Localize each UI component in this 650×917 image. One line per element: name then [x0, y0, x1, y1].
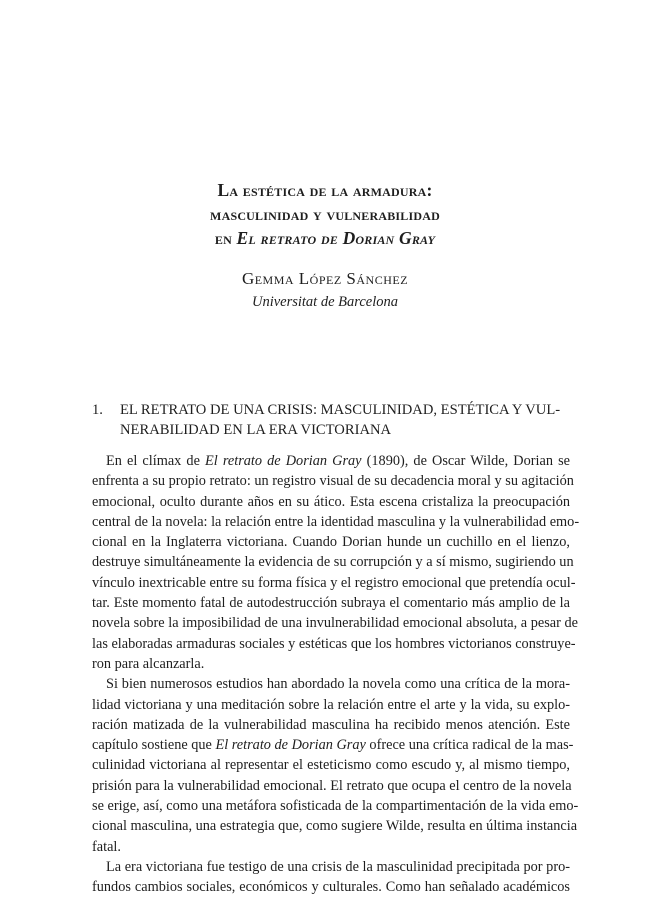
text-line	[92, 532, 570, 552]
text-segment: ofrece una crítica radical de la mas-	[365, 737, 574, 754]
text-segment: enfrenta a su propio retrato: un registro visual de su decadencia moral y su agitación	[92, 473, 574, 490]
paragraph-p1	[92, 451, 580, 674]
author-name: Gemma López Sánchez	[241, 269, 409, 288]
text-segment: central de la novela: la relación entre la identidad masculina y la vulnerabilidad emo-	[92, 513, 580, 530]
text-segment: emocional, oculto durante años en su ático. Esta escena cristaliza la preocupación	[92, 493, 570, 510]
text-line	[92, 674, 570, 694]
text-line	[92, 796, 579, 816]
text-line	[92, 695, 570, 715]
text-line	[92, 471, 574, 491]
section-number: 1.	[92, 402, 103, 418]
section-heading-line-2: NERABILIDAD EN LA ERA VICTORIANA	[120, 422, 392, 439]
text-line	[92, 451, 570, 471]
text-segment: En el clímax de	[106, 453, 206, 469]
title-book-name: El retrato de Dorian Gray	[236, 228, 436, 248]
section-heading	[92, 400, 570, 441]
text-segment: La era victoriana fue testigo de una crisis de la masculinidad precipitada por pro-	[106, 858, 570, 875]
author-affiliation: Universitat de Barcelona	[251, 294, 399, 310]
text-line	[92, 816, 578, 836]
text-segment: cional en la Inglaterra victoriana. Cuando Dorian hunde un cuchillo en el lienzo,	[92, 534, 570, 551]
text-line	[92, 573, 576, 593]
text-segment: Si bien numerosos estudios han abordado la novela como una crítica de la mora-	[106, 676, 570, 693]
text-segment: se erige, así, como una metáfora sofisticada de la compartimentación de la vida emo-	[92, 798, 579, 815]
text-segment: (1890), de Oscar Wilde, Dorian se	[361, 453, 570, 469]
text-line	[92, 654, 570, 674]
text-line	[92, 755, 570, 775]
text-line	[92, 634, 576, 654]
text-line	[92, 613, 578, 633]
title-line-1: La estética de la armadura:	[217, 180, 433, 200]
text-segment: ron para alcanzarla.	[92, 655, 205, 672]
text-segment: vínculo inextricable entre su forma física y el registro emocional que pretendía ocul-	[92, 574, 576, 591]
text-line	[92, 857, 570, 877]
text-segment: novela sobre la imposibilidad de una invulnerabilidad emocional absoluta, a pesar de	[92, 615, 578, 632]
text-segment: ración matizada de la vulnerabilidad masculina ha recibido menos atención. Este	[92, 716, 570, 733]
paragraph-p2	[92, 674, 579, 857]
section-heading-line-1: EL RETRATO DE UNA CRISIS: MASCULINIDAD, ESTÉTICA Y VUL-	[120, 402, 561, 418]
text-line	[92, 735, 574, 755]
text-line	[92, 552, 574, 572]
text-segment: tar. Este momento fatal de autodestrucción subraya el comentario más amplio de la	[92, 595, 570, 612]
text-segment: las elaboradas armaduras sociales y estéticas que los hombres victorianos construye-	[92, 635, 576, 652]
text-segment: prisión para la vulnerabilidad emocional. El retrato que ocupa el centro de la novela	[92, 777, 572, 794]
title-line-3-prefix: en	[214, 228, 237, 248]
text-line	[92, 837, 570, 857]
title-line-2: masculinidad y vulnerabilidad	[210, 204, 440, 224]
text-segment: fatal.	[92, 838, 121, 855]
text-segment: cional masculina, una estrategia que, como sugiere Wilde, resulta en última instancia	[92, 818, 578, 835]
text-line	[92, 512, 580, 532]
text-segment: culinidad victoriana al representar el esteticismo como escudo y, al mismo tiempo,	[92, 757, 570, 774]
text-segment: destruye simultáneamente la evidencia de su corrupción y a sí mismo, sugiriendo un	[92, 554, 574, 571]
title-line-3	[0, 226, 650, 250]
article-title	[0, 178, 650, 250]
text-line	[92, 877, 570, 897]
book-title-italic: El retrato de Dorian Gray	[205, 453, 362, 469]
text-segment: fundos cambios sociales, económicos y culturales. Como han señalado académicos	[92, 879, 570, 896]
text-line	[92, 593, 570, 613]
paragraph-p3	[92, 857, 570, 898]
book-title-italic: El retrato de Dorian Gray	[215, 737, 366, 754]
text-segment: capítulo sostiene que	[92, 737, 216, 754]
body-text	[92, 451, 580, 898]
text-line	[92, 776, 570, 796]
text-segment: lidad victoriana y una meditación sobre la relación entre el arte y la vida, su explo-	[92, 696, 570, 713]
text-line	[92, 715, 570, 735]
text-line	[92, 492, 570, 512]
